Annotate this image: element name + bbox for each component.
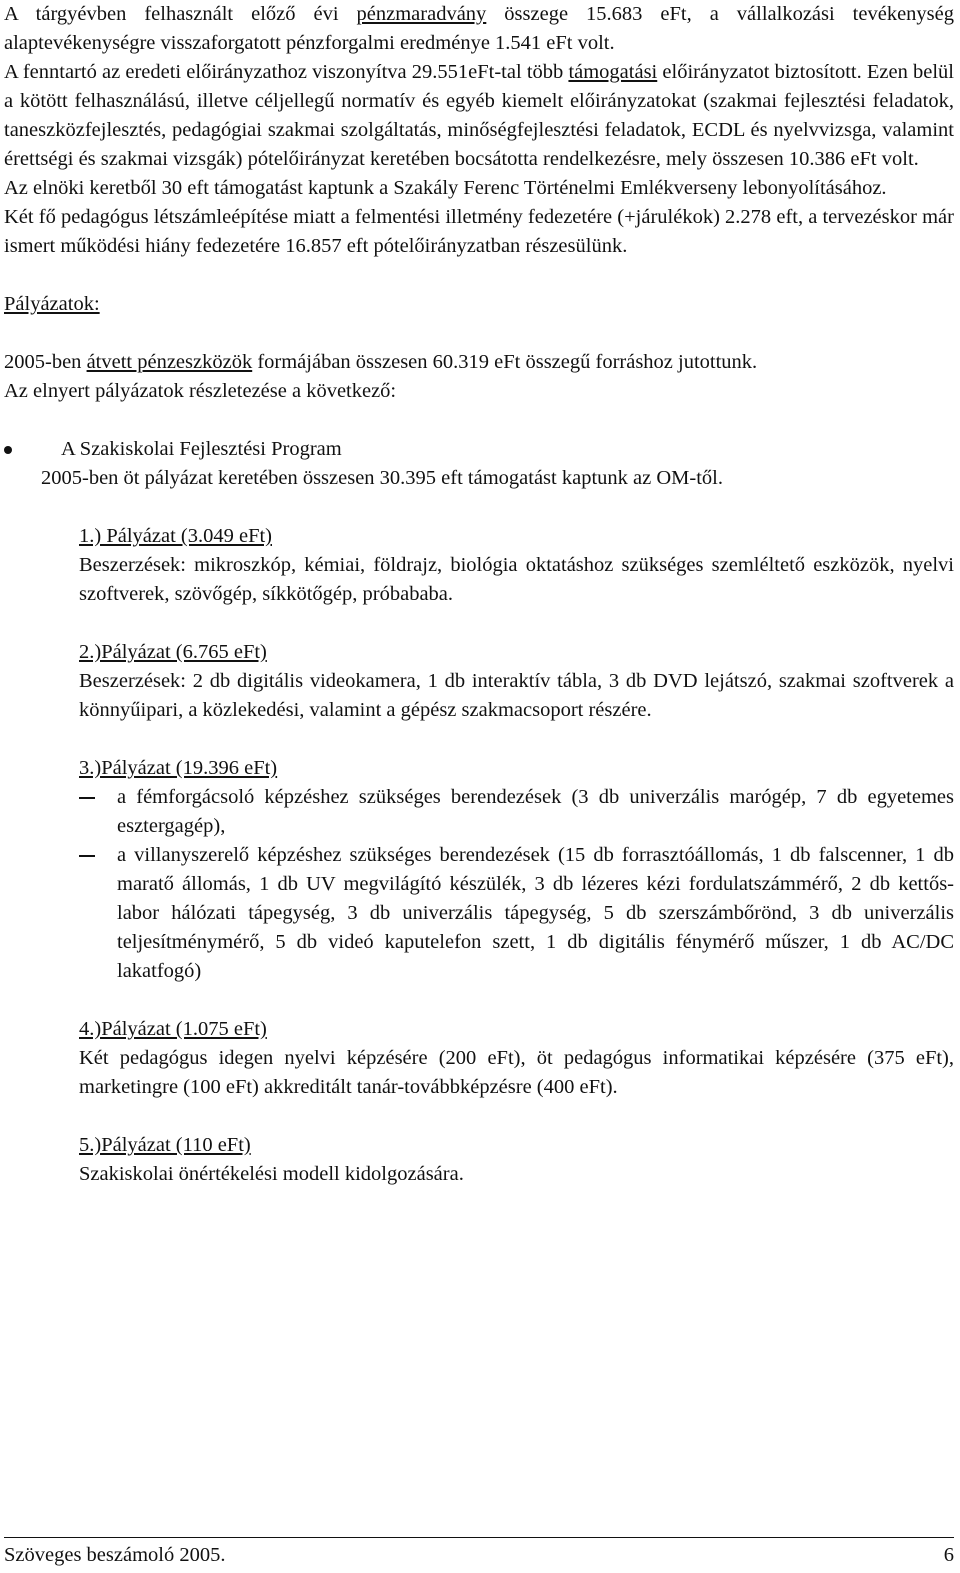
grant-title bbox=[79, 522, 954, 551]
underlined-term: átvett pénzeszközök bbox=[86, 351, 253, 373]
text: A fenntartó az eredeti előirányzathoz viszonyítva 29.551eFt-tal több bbox=[4, 61, 569, 83]
text: előirányzatot biztosított. Ezen belül a kötött felhasználású, illetve céljellegű normatív és egyéb kiemelt előirányzatokat (szakmai fejlesztési feladatok, taneszközfejlesztés, pedagógiai szakmai szolgáltatás, minőségfejlesztési feladatok, ECDL és nyelvvizsga, valamint érettségi és szakmai vizsgák) pótelőirányzat keretében bocsátotta rendelkezésre, mely összesen 10.386 eFt volt. bbox=[4, 61, 954, 170]
paragraph-staff-reduction: Két fő pedagógus létszámleépítése miatt a felmentési illetmény fedezetére (+járulékok) 2.278 eft, a tervezéskor már ismert működési hiány fedezetére 16.857 eft pótelőirányzatban részesülünk. bbox=[4, 206, 954, 257]
text: A tárgyévben felhasznált előző évi bbox=[4, 3, 357, 25]
underlined-term: pénzmaradvány bbox=[356, 3, 487, 25]
grant-title-text: 4.)Pályázat (1.075 eFt) bbox=[79, 1018, 267, 1040]
grant-title-text: 5.)Pályázat (110 eFt) bbox=[79, 1134, 251, 1156]
grant-text: Beszerzések: 2 db digitális videokamera, 1 db interaktív tábla, 3 db DVD lejátszó, szakmai szoftverek a könnyűipari, a közlekedési, valamint a gépész szakmacsoport részére. bbox=[79, 670, 954, 721]
grant-title bbox=[79, 754, 954, 783]
paragraph-operator-support bbox=[4, 58, 954, 174]
grant-title bbox=[79, 1015, 954, 1044]
text: összege 15.683 eFt, a vállalkozási tevékenység alaptevékenységre visszaforgatott pénzforgalmi eredménye 1.541 eFt volt. bbox=[4, 3, 954, 54]
dash-bullet-icon bbox=[79, 855, 95, 857]
bullet-title: A Szakiskolai Fejlesztési Program bbox=[61, 438, 342, 460]
grant-3-header bbox=[4, 754, 954, 783]
grant-title-text: 2.)Pályázat (6.765 eFt) bbox=[79, 641, 267, 663]
document-page bbox=[4, 0, 954, 1189]
grant-title bbox=[79, 1131, 954, 1160]
page-footer bbox=[4, 1537, 954, 1570]
grant-1 bbox=[4, 522, 954, 609]
grant-3-item bbox=[4, 841, 954, 986]
grant-5 bbox=[4, 1131, 954, 1189]
paragraph-remainder-funds bbox=[4, 0, 954, 58]
grant-text: Két pedagógus idegen nyelvi képzésére (200 eFt), öt pedagógus informatikai képzésére (375 eFt), marketingre (100 eFt) akkreditált tanár-továbbképzésre (400 eFt). bbox=[79, 1047, 954, 1098]
grant-item-text: a villanyszerelő képzéshez szükséges berendezések (15 db forrasztóállomás, 1 db falscenner, 1 db maratő állomás, 1 db UV megvilágító készülék, 3 db lézeres kézi fordulatszámmérő, 2 db kettős-labor hálózati tápegység, 3 db univerzális tápegység, 5 db szerszámbőrönd, 3 db univerzális teljesítménymérő, 5 db videó kaputelefon szett, 1 db digitális fénymérő műszer, 1 db AC/DC lakatfogó) bbox=[117, 844, 954, 982]
grant-title bbox=[79, 638, 954, 667]
dash-bullet-icon bbox=[79, 797, 95, 799]
grant-3-item bbox=[4, 783, 954, 841]
grant-title-text: 3.)Pályázat (19.396 eFt) bbox=[79, 757, 278, 779]
page-number: 6 bbox=[943, 1544, 954, 1566]
text: 2005-ben bbox=[4, 351, 87, 373]
paragraph-details-intro: Az elnyert pályázatok részletezése a következő: bbox=[4, 380, 397, 402]
paragraph-presidential-fund: Az elnöki keretből 30 eft támogatást kaptunk a Szakály Ferenc Történelmi Emlékverseny lebonyolításához. bbox=[4, 177, 887, 199]
grant-title-text: 1.) Pályázat (3.049 eFt) bbox=[79, 525, 272, 547]
grant-2 bbox=[4, 638, 954, 725]
grant-item-text: a fémforgácsoló képzéshez szükséges berendezések (3 db univerzális marógép, 7 db egyetemes esztergagép), bbox=[117, 786, 954, 837]
bullet-item-program bbox=[4, 435, 954, 493]
footer-title: Szöveges beszámoló 2005. bbox=[4, 1544, 226, 1566]
underlined-term: támogatási bbox=[568, 61, 658, 83]
paragraph-received-funds bbox=[4, 348, 954, 377]
bullet-icon bbox=[4, 446, 12, 454]
grant-text: Szakiskolai önértékelési modell kidolgozására. bbox=[79, 1163, 464, 1185]
text: formájában összesen 60.319 eFt összegű forráshoz jutottunk. bbox=[252, 351, 758, 373]
grant-4 bbox=[4, 1015, 954, 1102]
section-title-text: Pályázatok: bbox=[4, 293, 100, 315]
grant-text: Beszerzések: mikroszkóp, kémiai, földrajz, biológia oktatáshoz szükséges szemléltető eszközök, nyelvi szoftverek, szövőgép, síkkötőgép, próbababa. bbox=[79, 554, 954, 605]
section-title-tenders bbox=[4, 290, 954, 319]
bullet-text: 2005-ben öt pályázat keretében összesen 30.395 eft támogatást kaptunk az OM-től. bbox=[41, 467, 723, 489]
